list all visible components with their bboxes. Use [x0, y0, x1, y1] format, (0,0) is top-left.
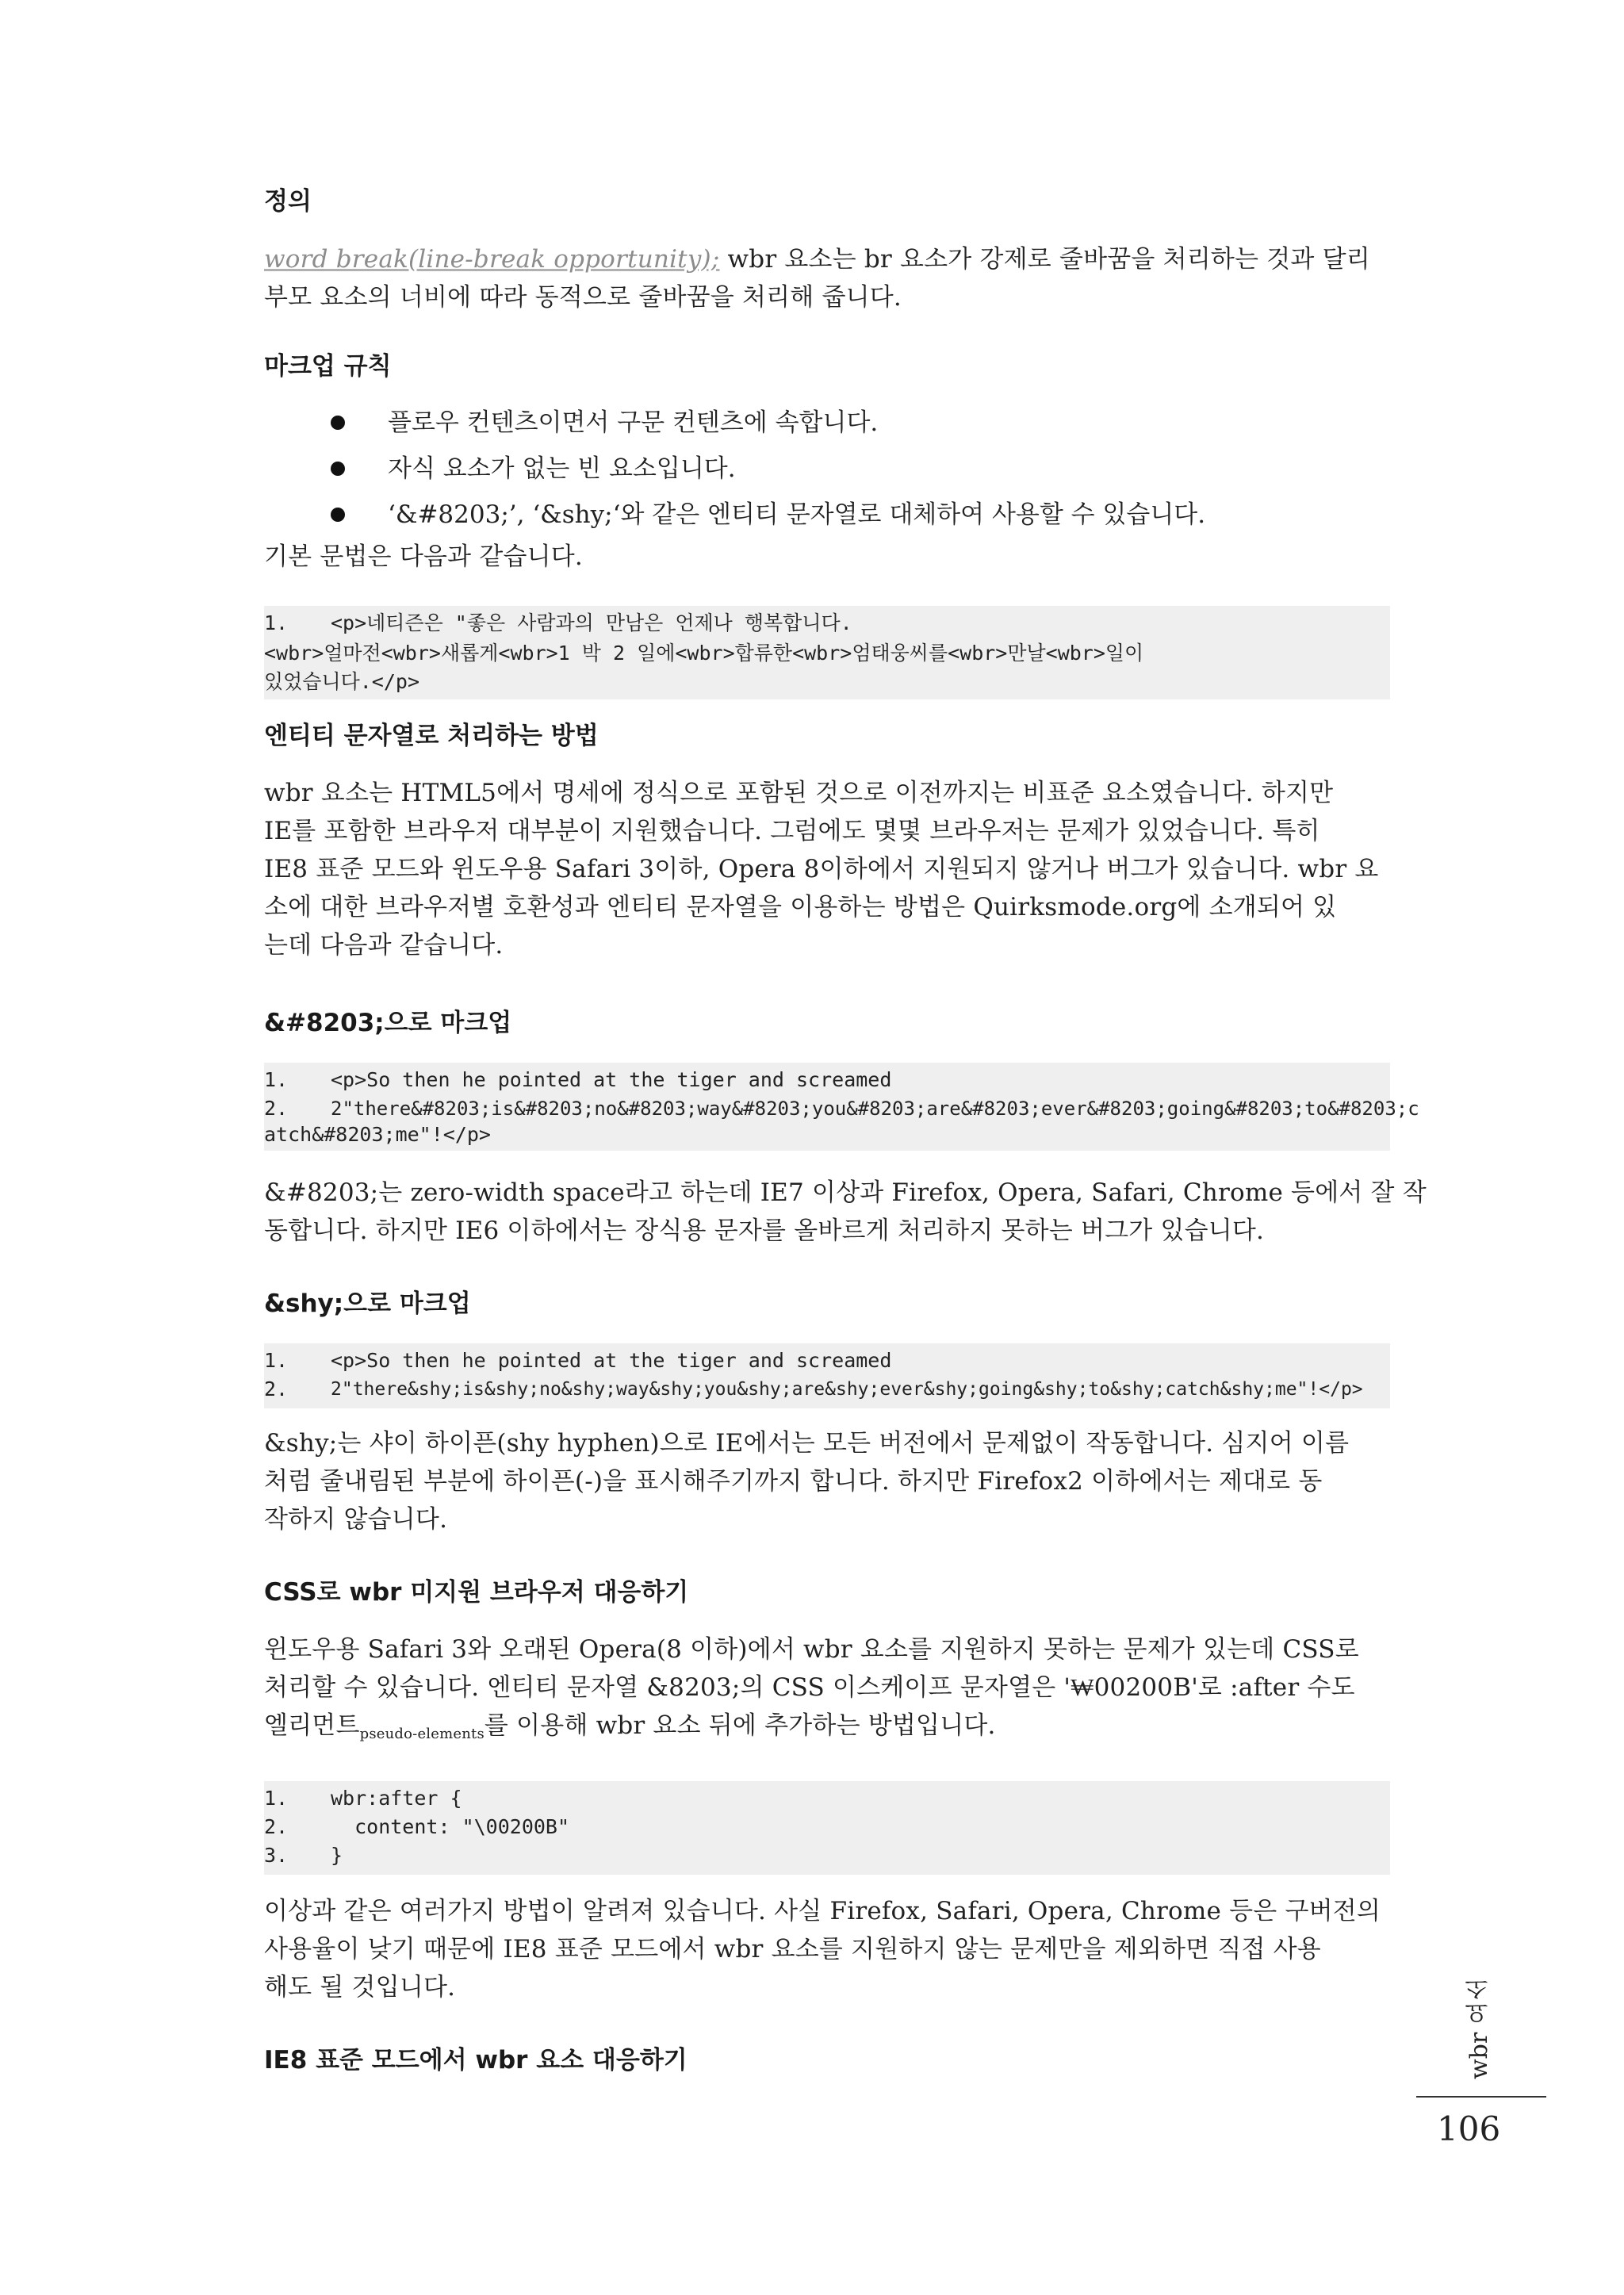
- basic-syntax-text: 기본 문법은 다음과 같습니다.: [264, 542, 583, 571]
- code-line: [264, 1066, 1390, 1094]
- code-line-text: content: "\00200B": [331, 1815, 570, 1838]
- code-line-number: 2.: [264, 1377, 289, 1400]
- code-line: [264, 1784, 1390, 1813]
- code-line-number: 2.: [264, 1097, 289, 1120]
- code-block-shy: [264, 1343, 1390, 1408]
- code-line: [264, 1094, 1419, 1123]
- code-line-continuation: <wbr>얼마전<wbr>새롭게<wbr>1 박 2 일에<wbr>합류한<wbr>엄태웅씨를<wbr>만날<wbr>일이: [264, 642, 1144, 665]
- code-line: [264, 1375, 1390, 1404]
- code-line-text: }: [331, 1844, 343, 1867]
- definition-text-1: wbr 요소는 br 요소가 강제로 줄바꿈을 처리하는 것과 달리: [719, 245, 1370, 274]
- code-line-number: 3.: [264, 1844, 289, 1867]
- definition-term: word break(line-break opportunity);: [264, 245, 720, 274]
- css-after-paragraph: 이상과 같은 여러가지 방법이 알려져 있습니다. 사실 Firefox, Safari, Opera, Chrome 등은 구버전의 사용율이 낮기 때문에 IE8 표준 모드에서 wbr 요소를 지원하지 않는 문제만을 제외하면 직접 사용 해도 될 것입니다.: [264, 1897, 1381, 2002]
- code-block-basic-syntax: [264, 606, 1390, 699]
- code-block-css: [264, 1781, 1390, 1875]
- heading-css-fallback: CSS로 wbr 미지원 브라우저 대응하기: [264, 1578, 689, 1607]
- code-line-number: 2.: [264, 1815, 289, 1838]
- bullet-icon: [331, 416, 345, 430]
- code-line-continuation: 있었습니다.</p>: [264, 670, 420, 693]
- heading-entity-method: 엔티티 문자열로 처리하는 방법: [264, 722, 599, 750]
- shy-paragraph: &shy;는 샤이 하이픈(shy hyphen)으로 IE에서는 모든 버전에서 문제없이 작동합니다. 심지어 이름 처럼 줄내림된 부분에 하이픈(-)을 표시해주기까지 합니다. 하지만 Firefox2 이하에서는 제대로 동 작하지 않습니다.: [264, 1429, 1350, 1534]
- css-paragraph: 윈도우용 Safari 3와 오래된 Opera(8 이하)에서 wbr 요소를 지원하지 못하는 문제가 있는데 CSS로 처리할 수 있습니다. 엔티티 문자열 &8203;의 CSS 이스케이프 문자열은 '₩00200B'로 :after 수도 엘리먼트$_{pseudo-elements}$를 이용해 wbr 요소 뒤에 추가하는 방법입니다.: [264, 1635, 1359, 1742]
- code-line-text: wbr:after {: [331, 1787, 462, 1810]
- code-line-continuation: atch&#8203;me"!</p>: [264, 1123, 491, 1146]
- code-line-text: <p>So then he pointed at the tiger and screamed: [331, 1349, 892, 1372]
- code-line: [264, 609, 1390, 638]
- chapter-side-label: wbr 요소: [1465, 1977, 1493, 2080]
- code-line-text: 2"there&#8203;is&#8203;no&#8203;way&#8203;you&#8203;are&#8203;ever&#8203;going&#8203;to&#8203;c: [331, 1098, 1419, 1120]
- code-line-number: 1.: [264, 1068, 289, 1091]
- list-item: 자식 요소가 없는 빈 요소입니다.: [264, 446, 1390, 492]
- bullet-icon: [331, 508, 345, 522]
- bullet-icon: [331, 462, 345, 476]
- heading-zwsp-markup: &#8203;으로 마크업: [264, 1009, 512, 1037]
- pseudo-elements-subscript: pseudo-elements: [359, 1726, 485, 1742]
- list-item: ‘&#8203;’, ‘&shy;‘와 같은 엔티티 문자열로 대체하여 사용할 수 있습니다.: [264, 492, 1390, 538]
- code-line-number: 1.: [264, 1787, 289, 1810]
- code-line-text: <p>네티즌은 "좋은 사람과의 만남은 언제나 행복합니다.: [331, 611, 852, 634]
- code-line-text: <p>So then he pointed at the tiger and screamed: [331, 1068, 892, 1091]
- heading-ie8-support: IE8 표준 모드에서 wbr 요소 대응하기: [264, 2046, 688, 2075]
- code-line-text: 2"there&shy;is&shy;no&shy;way&shy;you&shy;are&shy;ever&shy;going&shy;to&shy;catch&shy;me"!</p>: [331, 1379, 1363, 1400]
- page-number: 106: [1437, 2109, 1501, 2148]
- code-block-zwsp: [264, 1063, 1419, 1151]
- heading-definition: 정의: [264, 187, 312, 216]
- code-line: [264, 1841, 1390, 1870]
- code-line-number: 1.: [264, 1349, 289, 1372]
- definition-line-1: [264, 240, 1370, 278]
- entity-paragraph: wbr 요소는 HTML5에서 명세에 정식으로 포함된 것으로 이전까지는 비표준 요소였습니다. 하지만 IE를 포함한 브라우저 대부분이 지원했습니다. 그럼에도 몇몇 브라우저는 문제가 있었습니다. 특히 IE8 표준 모드와 윈도우용 Safari 3이하, Opera 8이하에서 지원되지 않거나 버그가 있습니다. wbr 요 소에 대한 브라우저별 호환성과 엔티티 문자열을 이용하는 방법은 Quirksmode.org에 소개되어 있 는데 다음과 같습니다.: [264, 779, 1379, 960]
- code-line: [264, 1347, 1390, 1375]
- heading-shy-markup: &shy;으로 마크업: [264, 1289, 471, 1318]
- heading-markup-rules: 마크업 규칙: [264, 352, 392, 381]
- code-line: [264, 1813, 1390, 1841]
- markup-rules-list: [264, 400, 1390, 538]
- footer-divider: [1416, 2096, 1546, 2098]
- zwsp-paragraph: &#8203;는 zero-width space라고 하는데 IE7 이상과 Firefox, Opera, Safari, Chrome 등에서 잘 작 동합니다. 하지만 IE6 이하에서는 장식용 문자를 올바르게 처리하지 못하는 버그가 있습니다.: [264, 1178, 1427, 1245]
- list-item: 플로우 컨텐츠이면서 구문 컨텐츠에 속합니다.: [264, 400, 1390, 446]
- code-line-number: 1.: [264, 611, 289, 634]
- definition-line-2: 부모 요소의 너비에 따라 동적으로 줄바꿈을 처리해 줍니다.: [264, 283, 902, 312]
